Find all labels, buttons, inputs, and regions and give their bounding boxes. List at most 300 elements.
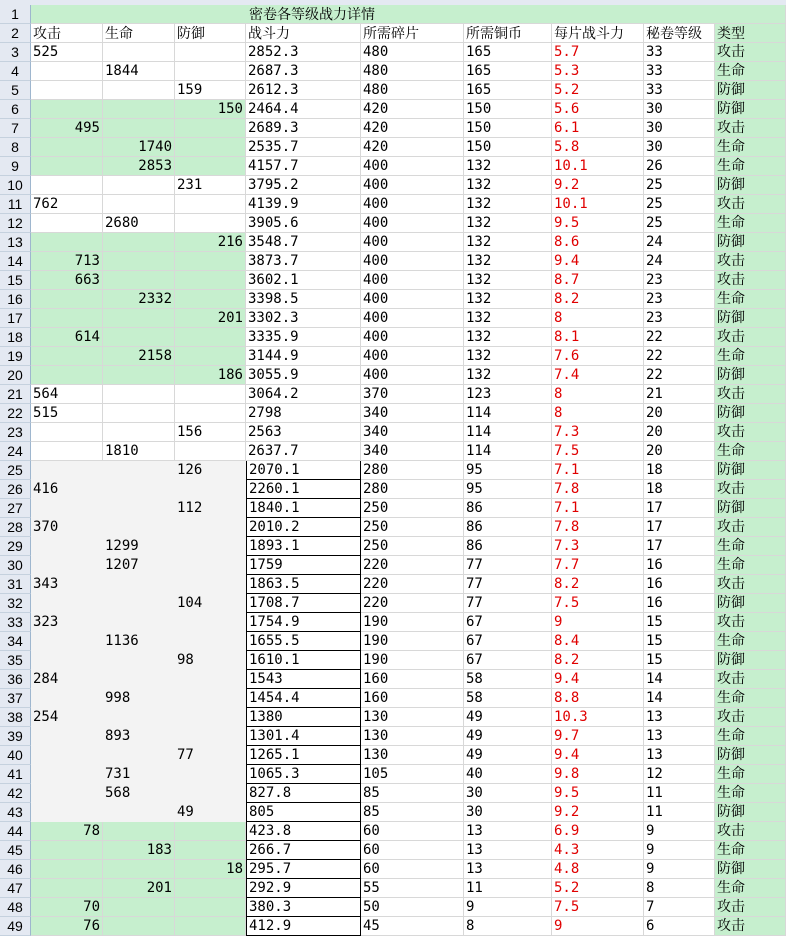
power-per-fragment-cell[interactable]: 5.6 (552, 100, 644, 119)
level-cell[interactable]: 23 (644, 309, 715, 328)
coins-cell[interactable]: 49 (464, 746, 552, 765)
header-fragments[interactable]: 所需碎片 (361, 24, 464, 43)
row-number[interactable]: 14 (0, 252, 31, 271)
power-per-fragment-cell[interactable]: 10.3 (552, 708, 644, 727)
coins-cell[interactable]: 77 (464, 594, 552, 613)
power-cell[interactable]: 3144.9 (246, 347, 361, 366)
level-cell[interactable]: 8 (644, 879, 715, 898)
level-cell[interactable]: 15 (644, 632, 715, 651)
coins-cell[interactable]: 132 (464, 328, 552, 347)
power-per-fragment-cell[interactable]: 7.3 (552, 423, 644, 442)
defense-cell[interactable] (175, 480, 246, 499)
type-cell[interactable]: 攻击 (715, 423, 786, 442)
defense-cell[interactable] (175, 917, 246, 936)
attack-cell[interactable]: 370 (31, 518, 103, 537)
fragments-cell[interactable]: 400 (361, 195, 464, 214)
row-number[interactable]: 7 (0, 119, 31, 138)
fragments-cell[interactable]: 55 (361, 879, 464, 898)
attack-cell[interactable]: 254 (31, 708, 103, 727)
attack-cell[interactable]: 343 (31, 575, 103, 594)
fragments-cell[interactable]: 400 (361, 271, 464, 290)
hp-cell[interactable] (103, 898, 175, 917)
defense-cell[interactable]: 216 (175, 233, 246, 252)
attack-cell[interactable]: 713 (31, 252, 103, 271)
defense-cell[interactable] (175, 195, 246, 214)
row-number[interactable]: 30 (0, 556, 31, 575)
defense-cell[interactable] (175, 708, 246, 727)
hp-cell[interactable] (103, 803, 175, 822)
coins-cell[interactable]: 13 (464, 822, 552, 841)
attack-cell[interactable] (31, 461, 103, 480)
hp-cell[interactable]: 1740 (103, 138, 175, 157)
type-cell[interactable]: 攻击 (715, 613, 786, 632)
row-number[interactable]: 1 (0, 5, 31, 24)
power-per-fragment-cell[interactable]: 9.2 (552, 803, 644, 822)
type-cell[interactable]: 防御 (715, 651, 786, 670)
level-cell[interactable]: 12 (644, 765, 715, 784)
defense-cell[interactable]: 112 (175, 499, 246, 518)
row-number[interactable]: 45 (0, 841, 31, 860)
row-number[interactable]: 6 (0, 100, 31, 119)
row-number[interactable]: 4 (0, 62, 31, 81)
power-cell[interactable]: 1380 (246, 708, 361, 727)
power-per-fragment-cell[interactable]: 7.4 (552, 366, 644, 385)
power-per-fragment-cell[interactable]: 9 (552, 917, 644, 936)
hp-cell[interactable] (103, 499, 175, 518)
type-cell[interactable]: 生命 (715, 689, 786, 708)
fragments-cell[interactable]: 340 (361, 442, 464, 461)
type-cell[interactable]: 攻击 (715, 917, 786, 936)
level-cell[interactable]: 21 (644, 385, 715, 404)
power-per-fragment-cell[interactable]: 8 (552, 385, 644, 404)
power-cell[interactable]: 3398.5 (246, 290, 361, 309)
attack-cell[interactable] (31, 765, 103, 784)
type-cell[interactable]: 生命 (715, 879, 786, 898)
level-cell[interactable]: 7 (644, 898, 715, 917)
fragments-cell[interactable]: 160 (361, 689, 464, 708)
header-hp[interactable]: 生命 (103, 24, 175, 43)
fragments-cell[interactable]: 400 (361, 214, 464, 233)
fragments-cell[interactable]: 280 (361, 461, 464, 480)
attack-cell[interactable] (31, 62, 103, 81)
power-per-fragment-cell[interactable]: 6.9 (552, 822, 644, 841)
level-cell[interactable]: 26 (644, 157, 715, 176)
coins-cell[interactable]: 132 (464, 252, 552, 271)
power-cell[interactable]: 827.8 (246, 784, 361, 803)
level-cell[interactable]: 16 (644, 575, 715, 594)
coins-cell[interactable]: 67 (464, 632, 552, 651)
defense-cell[interactable] (175, 62, 246, 81)
level-cell[interactable]: 11 (644, 784, 715, 803)
coins-cell[interactable]: 132 (464, 309, 552, 328)
fragments-cell[interactable]: 400 (361, 157, 464, 176)
hp-cell[interactable] (103, 917, 175, 936)
fragments-cell[interactable]: 220 (361, 594, 464, 613)
power-per-fragment-cell[interactable]: 8.2 (552, 290, 644, 309)
attack-cell[interactable] (31, 803, 103, 822)
coins-cell[interactable]: 95 (464, 480, 552, 499)
power-cell[interactable]: 1754.9 (246, 613, 361, 632)
attack-cell[interactable] (31, 556, 103, 575)
defense-cell[interactable]: 156 (175, 423, 246, 442)
power-cell[interactable]: 1543 (246, 670, 361, 689)
hp-cell[interactable] (103, 81, 175, 100)
coins-cell[interactable]: 40 (464, 765, 552, 784)
fragments-cell[interactable]: 160 (361, 670, 464, 689)
fragments-cell[interactable]: 60 (361, 860, 464, 879)
fragments-cell[interactable]: 400 (361, 290, 464, 309)
coins-cell[interactable]: 114 (464, 423, 552, 442)
type-cell[interactable]: 生命 (715, 442, 786, 461)
coins-cell[interactable]: 150 (464, 138, 552, 157)
power-cell[interactable]: 3602.1 (246, 271, 361, 290)
row-number[interactable]: 24 (0, 442, 31, 461)
power-cell[interactable]: 3548.7 (246, 233, 361, 252)
fragments-cell[interactable]: 400 (361, 347, 464, 366)
defense-cell[interactable] (175, 613, 246, 632)
type-cell[interactable]: 攻击 (715, 480, 786, 499)
type-cell[interactable]: 生命 (715, 537, 786, 556)
attack-cell[interactable]: 416 (31, 480, 103, 499)
attack-cell[interactable] (31, 442, 103, 461)
defense-cell[interactable]: 104 (175, 594, 246, 613)
attack-cell[interactable] (31, 423, 103, 442)
type-cell[interactable]: 生命 (715, 214, 786, 233)
row-number[interactable]: 25 (0, 461, 31, 480)
hp-cell[interactable]: 998 (103, 689, 175, 708)
row-number[interactable]: 18 (0, 328, 31, 347)
type-cell[interactable]: 攻击 (715, 575, 786, 594)
fragments-cell[interactable]: 130 (361, 746, 464, 765)
attack-cell[interactable] (31, 100, 103, 119)
coins-cell[interactable]: 132 (464, 366, 552, 385)
attack-cell[interactable]: 76 (31, 917, 103, 936)
defense-cell[interactable] (175, 119, 246, 138)
power-per-fragment-cell[interactable]: 5.8 (552, 138, 644, 157)
hp-cell[interactable] (103, 271, 175, 290)
power-cell[interactable]: 266.7 (246, 841, 361, 860)
row-number[interactable]: 43 (0, 803, 31, 822)
power-per-fragment-cell[interactable]: 9.5 (552, 784, 644, 803)
row-number[interactable]: 22 (0, 404, 31, 423)
attack-cell[interactable]: 663 (31, 271, 103, 290)
hp-cell[interactable] (103, 119, 175, 138)
fragments-cell[interactable]: 420 (361, 138, 464, 157)
type-cell[interactable]: 攻击 (715, 898, 786, 917)
fragments-cell[interactable]: 340 (361, 404, 464, 423)
fragments-cell[interactable]: 85 (361, 784, 464, 803)
fragments-cell[interactable]: 105 (361, 765, 464, 784)
level-cell[interactable]: 13 (644, 727, 715, 746)
hp-cell[interactable] (103, 746, 175, 765)
power-cell[interactable]: 2612.3 (246, 81, 361, 100)
power-per-fragment-cell[interactable]: 8.6 (552, 233, 644, 252)
row-number[interactable]: 41 (0, 765, 31, 784)
level-cell[interactable]: 17 (644, 537, 715, 556)
defense-cell[interactable] (175, 689, 246, 708)
hp-cell[interactable] (103, 366, 175, 385)
coins-cell[interactable]: 86 (464, 537, 552, 556)
row-number[interactable]: 26 (0, 480, 31, 499)
coins-cell[interactable]: 9 (464, 898, 552, 917)
level-cell[interactable]: 33 (644, 62, 715, 81)
level-cell[interactable]: 33 (644, 81, 715, 100)
coins-cell[interactable]: 49 (464, 727, 552, 746)
power-cell[interactable]: 3905.6 (246, 214, 361, 233)
defense-cell[interactable] (175, 765, 246, 784)
coins-cell[interactable]: 13 (464, 841, 552, 860)
hp-cell[interactable]: 2680 (103, 214, 175, 233)
hp-cell[interactable] (103, 651, 175, 670)
attack-cell[interactable] (31, 727, 103, 746)
hp-cell[interactable]: 1299 (103, 537, 175, 556)
hp-cell[interactable] (103, 461, 175, 480)
attack-cell[interactable] (31, 594, 103, 613)
attack-cell[interactable]: 525 (31, 43, 103, 62)
defense-cell[interactable] (175, 575, 246, 594)
hp-cell[interactable] (103, 328, 175, 347)
power-cell[interactable]: 1265.1 (246, 746, 361, 765)
fragments-cell[interactable]: 220 (361, 556, 464, 575)
type-cell[interactable]: 生命 (715, 347, 786, 366)
level-cell[interactable]: 24 (644, 233, 715, 252)
attack-cell[interactable] (31, 651, 103, 670)
attack-cell[interactable] (31, 784, 103, 803)
power-per-fragment-cell[interactable]: 9.4 (552, 670, 644, 689)
power-per-fragment-cell[interactable]: 7.8 (552, 480, 644, 499)
fragments-cell[interactable]: 130 (361, 727, 464, 746)
attack-cell[interactable] (31, 233, 103, 252)
power-cell[interactable]: 2689.3 (246, 119, 361, 138)
type-cell[interactable]: 防御 (715, 803, 786, 822)
level-cell[interactable]: 13 (644, 708, 715, 727)
defense-cell[interactable]: 77 (175, 746, 246, 765)
coins-cell[interactable]: 13 (464, 860, 552, 879)
coins-cell[interactable]: 67 (464, 651, 552, 670)
hp-cell[interactable] (103, 176, 175, 195)
power-cell[interactable]: 1759 (246, 556, 361, 575)
hp-cell[interactable] (103, 822, 175, 841)
defense-cell[interactable] (175, 537, 246, 556)
power-cell[interactable]: 2260.1 (246, 480, 361, 499)
power-cell[interactable]: 412.9 (246, 917, 361, 936)
type-cell[interactable]: 生命 (715, 62, 786, 81)
defense-cell[interactable] (175, 271, 246, 290)
level-cell[interactable]: 20 (644, 442, 715, 461)
defense-cell[interactable] (175, 898, 246, 917)
row-number[interactable]: 32 (0, 594, 31, 613)
fragments-cell[interactable]: 400 (361, 309, 464, 328)
level-cell[interactable]: 17 (644, 499, 715, 518)
level-cell[interactable]: 11 (644, 803, 715, 822)
type-cell[interactable]: 防御 (715, 233, 786, 252)
power-per-fragment-cell[interactable]: 8.2 (552, 575, 644, 594)
attack-cell[interactable] (31, 879, 103, 898)
row-number[interactable]: 37 (0, 689, 31, 708)
attack-cell[interactable]: 762 (31, 195, 103, 214)
hp-cell[interactable]: 1207 (103, 556, 175, 575)
attack-cell[interactable]: 614 (31, 328, 103, 347)
level-cell[interactable]: 9 (644, 860, 715, 879)
power-per-fragment-cell[interactable]: 7.5 (552, 442, 644, 461)
fragments-cell[interactable]: 250 (361, 537, 464, 556)
power-per-fragment-cell[interactable]: 8 (552, 404, 644, 423)
row-number[interactable]: 44 (0, 822, 31, 841)
type-cell[interactable]: 防御 (715, 746, 786, 765)
hp-cell[interactable] (103, 252, 175, 271)
type-cell[interactable]: 生命 (715, 841, 786, 860)
coins-cell[interactable]: 30 (464, 803, 552, 822)
level-cell[interactable]: 9 (644, 822, 715, 841)
fragments-cell[interactable]: 400 (361, 233, 464, 252)
power-cell[interactable]: 2010.2 (246, 518, 361, 537)
coins-cell[interactable]: 11 (464, 879, 552, 898)
row-number[interactable]: 15 (0, 271, 31, 290)
type-cell[interactable]: 攻击 (715, 385, 786, 404)
power-cell[interactable]: 3795.2 (246, 176, 361, 195)
power-per-fragment-cell[interactable]: 7.6 (552, 347, 644, 366)
power-per-fragment-cell[interactable]: 8.1 (552, 328, 644, 347)
level-cell[interactable]: 25 (644, 214, 715, 233)
defense-cell[interactable]: 126 (175, 461, 246, 480)
row-number[interactable]: 13 (0, 233, 31, 252)
row-number[interactable]: 16 (0, 290, 31, 309)
type-cell[interactable]: 生命 (715, 632, 786, 651)
type-cell[interactable]: 攻击 (715, 252, 786, 271)
coins-cell[interactable]: 165 (464, 81, 552, 100)
hp-cell[interactable] (103, 575, 175, 594)
type-cell[interactable]: 防御 (715, 100, 786, 119)
power-per-fragment-cell[interactable]: 8.4 (552, 632, 644, 651)
row-number[interactable]: 2 (0, 24, 31, 43)
defense-cell[interactable]: 18 (175, 860, 246, 879)
fragments-cell[interactable]: 190 (361, 632, 464, 651)
level-cell[interactable]: 16 (644, 556, 715, 575)
attack-cell[interactable]: 70 (31, 898, 103, 917)
hp-cell[interactable] (103, 670, 175, 689)
level-cell[interactable]: 9 (644, 841, 715, 860)
row-number[interactable]: 12 (0, 214, 31, 233)
attack-cell[interactable]: 78 (31, 822, 103, 841)
attack-cell[interactable]: 284 (31, 670, 103, 689)
defense-cell[interactable]: 159 (175, 81, 246, 100)
level-cell[interactable]: 14 (644, 689, 715, 708)
type-cell[interactable]: 攻击 (715, 708, 786, 727)
fragments-cell[interactable]: 60 (361, 822, 464, 841)
hp-cell[interactable] (103, 860, 175, 879)
coins-cell[interactable]: 95 (464, 461, 552, 480)
hp-cell[interactable]: 731 (103, 765, 175, 784)
power-per-fragment-cell[interactable]: 4.3 (552, 841, 644, 860)
type-cell[interactable]: 生命 (715, 784, 786, 803)
power-cell[interactable]: 3064.2 (246, 385, 361, 404)
type-cell[interactable]: 攻击 (715, 271, 786, 290)
power-per-fragment-cell[interactable]: 7.8 (552, 518, 644, 537)
hp-cell[interactable] (103, 404, 175, 423)
fragments-cell[interactable]: 480 (361, 62, 464, 81)
power-cell[interactable]: 3302.3 (246, 309, 361, 328)
level-cell[interactable]: 18 (644, 461, 715, 480)
power-cell[interactable]: 1840.1 (246, 499, 361, 518)
power-cell[interactable]: 1863.5 (246, 575, 361, 594)
type-cell[interactable]: 生命 (715, 138, 786, 157)
fragments-cell[interactable]: 280 (361, 480, 464, 499)
hp-cell[interactable] (103, 613, 175, 632)
hp-cell[interactable] (103, 518, 175, 537)
header-power[interactable]: 战斗力 (246, 24, 361, 43)
level-cell[interactable]: 25 (644, 176, 715, 195)
fragments-cell[interactable]: 50 (361, 898, 464, 917)
type-cell[interactable]: 防御 (715, 499, 786, 518)
coins-cell[interactable]: 132 (464, 347, 552, 366)
coins-cell[interactable]: 77 (464, 575, 552, 594)
level-cell[interactable]: 30 (644, 119, 715, 138)
fragments-cell[interactable]: 400 (361, 252, 464, 271)
power-per-fragment-cell[interactable]: 8.2 (552, 651, 644, 670)
power-cell[interactable]: 1065.3 (246, 765, 361, 784)
defense-cell[interactable] (175, 784, 246, 803)
defense-cell[interactable] (175, 670, 246, 689)
power-cell[interactable]: 4139.9 (246, 195, 361, 214)
hp-cell[interactable] (103, 100, 175, 119)
power-cell[interactable]: 380.3 (246, 898, 361, 917)
power-per-fragment-cell[interactable]: 7.1 (552, 499, 644, 518)
attack-cell[interactable] (31, 214, 103, 233)
level-cell[interactable]: 18 (644, 480, 715, 499)
power-cell[interactable]: 2637.7 (246, 442, 361, 461)
power-per-fragment-cell[interactable]: 7.3 (552, 537, 644, 556)
defense-cell[interactable] (175, 328, 246, 347)
type-cell[interactable]: 防御 (715, 366, 786, 385)
row-number[interactable]: 27 (0, 499, 31, 518)
row-number[interactable]: 21 (0, 385, 31, 404)
row-number[interactable]: 39 (0, 727, 31, 746)
defense-cell[interactable] (175, 879, 246, 898)
power-cell[interactable]: 1893.1 (246, 537, 361, 556)
defense-cell[interactable]: 49 (175, 803, 246, 822)
hp-cell[interactable]: 183 (103, 841, 175, 860)
power-cell[interactable]: 3055.9 (246, 366, 361, 385)
level-cell[interactable]: 20 (644, 404, 715, 423)
row-number[interactable]: 48 (0, 898, 31, 917)
defense-cell[interactable] (175, 632, 246, 651)
coins-cell[interactable]: 86 (464, 518, 552, 537)
coins-cell[interactable]: 165 (464, 43, 552, 62)
hp-cell[interactable] (103, 43, 175, 62)
hp-cell[interactable] (103, 423, 175, 442)
hp-cell[interactable]: 1136 (103, 632, 175, 651)
attack-cell[interactable]: 515 (31, 404, 103, 423)
attack-cell[interactable] (31, 860, 103, 879)
power-per-fragment-cell[interactable]: 9.2 (552, 176, 644, 195)
defense-cell[interactable]: 98 (175, 651, 246, 670)
hp-cell[interactable]: 201 (103, 879, 175, 898)
power-per-fragment-cell[interactable]: 9.7 (552, 727, 644, 746)
hp-cell[interactable] (103, 309, 175, 328)
type-cell[interactable]: 防御 (715, 461, 786, 480)
attack-cell[interactable] (31, 81, 103, 100)
power-cell[interactable]: 2563 (246, 423, 361, 442)
defense-cell[interactable] (175, 252, 246, 271)
level-cell[interactable]: 6 (644, 917, 715, 936)
fragments-cell[interactable]: 480 (361, 81, 464, 100)
type-cell[interactable]: 生命 (715, 556, 786, 575)
coins-cell[interactable]: 30 (464, 784, 552, 803)
fragments-cell[interactable]: 45 (361, 917, 464, 936)
coins-cell[interactable]: 132 (464, 271, 552, 290)
power-cell[interactable]: 2852.3 (246, 43, 361, 62)
fragments-cell[interactable]: 85 (361, 803, 464, 822)
